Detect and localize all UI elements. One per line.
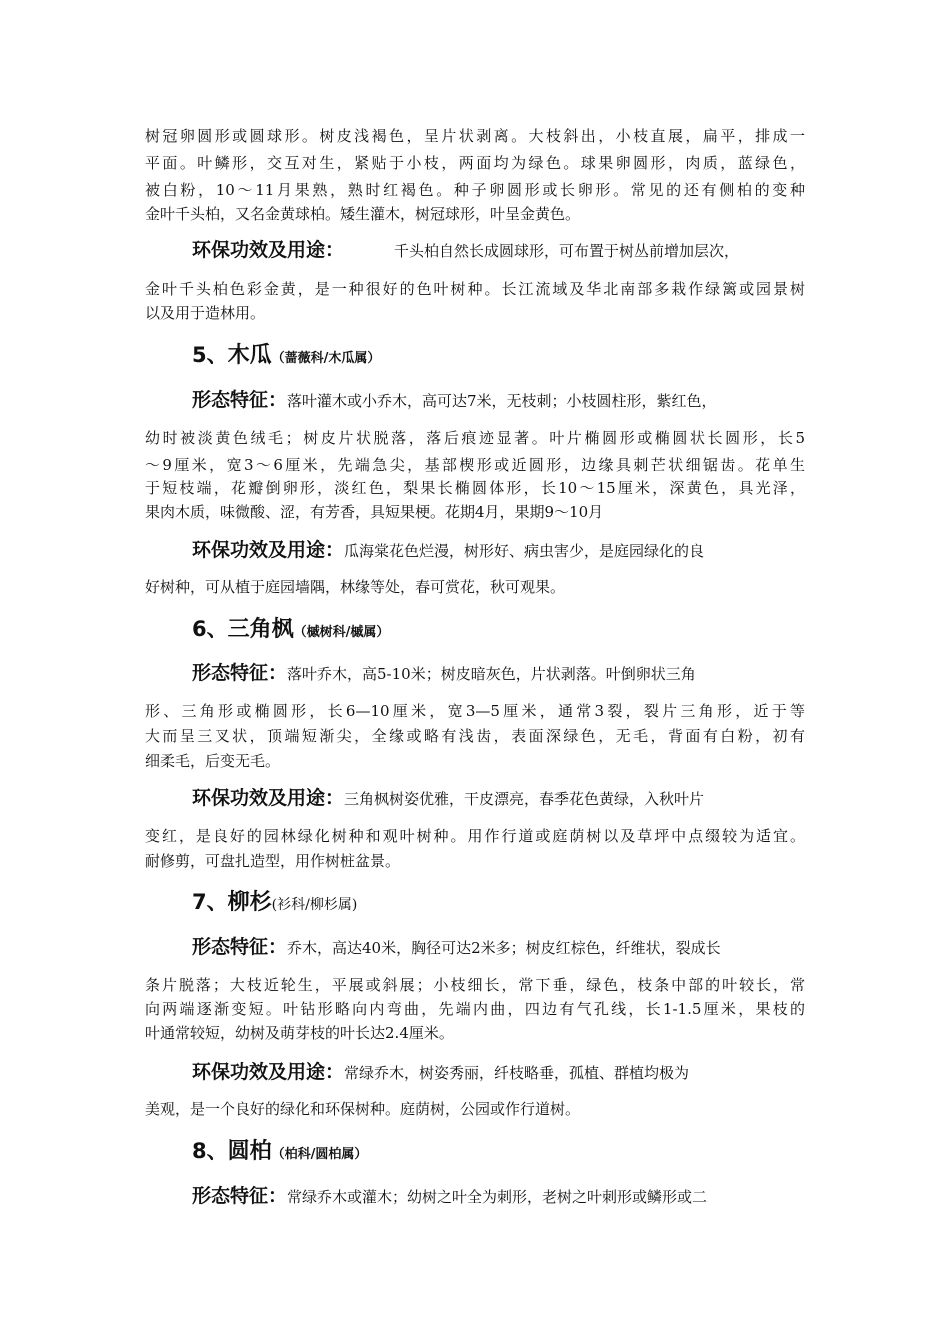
morph-line: 向两端逐渐变短。叶钻形略向内弯曲，先端内曲，四边有气孔线，长1-1.5厘米，果枝的 xyxy=(145,1000,805,1018)
use-line: 美观，是一个良好的绿化和环保树种。庭荫树，公园或作行道树。 xyxy=(145,1100,581,1118)
intro-line-2: 平面。叶鳞形，交互对生，紧贴于小枝，两面均为绿色。球果卵圆形，肉质，蓝绿色， xyxy=(145,154,805,172)
intro-line-1: 树冠卵圆形或圆球形。树皮浅褐色，呈片状剥离。大枝斜出，小枝直展，扁平，排成一 xyxy=(145,127,805,145)
section-number: 8、 xyxy=(192,1139,228,1163)
section-number: 7、 xyxy=(192,890,228,914)
morph-line: 叶通常较短，幼树及萌芽枝的叶长达2.4厘米。 xyxy=(145,1024,454,1042)
use-line: 变红，是良好的园林绿化树种和观叶树种。用作行道或庭荫树以及草坪中点缀较为适宜。 xyxy=(145,827,805,845)
use-label: 环保功效及用途： xyxy=(192,539,345,561)
morph-label: 形态特征： xyxy=(192,389,288,411)
use-line: 耐修剪，可盘扎造型，用作树桩盆景。 xyxy=(145,852,401,870)
section-family: （柏科/圆柏属） xyxy=(271,1147,368,1162)
morph-line: 条片脱落；大枝近轮生，平展或斜展；小枝细长，常下垂，绿色，枝条中部的叶较长，常 xyxy=(145,976,805,994)
section-name: 三角枫 xyxy=(227,617,294,642)
use-label: 环保功效及用途： xyxy=(192,787,345,809)
section-family: （槭树科/槭属） xyxy=(293,625,390,640)
morph-line: ～9厘米，宽3～6厘米，先端急尖，基部楔形或近圆形，边缘具刺芒状细锯齿。花单生 xyxy=(145,456,805,474)
morph-first-line xyxy=(192,663,696,684)
morph-line: 形、三角形或椭圆形，长6—10厘米，宽3—5厘米，通常3裂，裂片三角形，近于等 xyxy=(145,702,805,720)
section-number: 6、 xyxy=(192,617,228,641)
intro-line-3: 被白粉，10～11月果熟，熟时红褐色。种子卵圆形或长卵形。常见的还有侧柏的变种 xyxy=(145,181,805,199)
section-heading-7 xyxy=(192,885,357,916)
use-first-line xyxy=(192,788,704,809)
morph-text: 常绿乔木或灌木；幼树之叶全为刺形，老树之叶刺形或鳞形或二 xyxy=(287,1188,708,1206)
morph-text: 乔木，高达40米，胸径可达2米多；树皮红棕色，纤维状，裂成长 xyxy=(287,939,721,957)
morph-line: 于短枝端，花瓣倒卵形，淡红色，梨果长椭圆体形，长10～15厘米，深黄色，具光泽， xyxy=(145,479,805,497)
use-first-line xyxy=(192,1062,689,1083)
use-label: 环保功效及用途： xyxy=(192,239,345,261)
use-text: 千头柏自然长成圆球形，可布置于树丛前增加层次， xyxy=(394,242,740,260)
section-heading-5 xyxy=(192,338,380,369)
intro-line-4: 金叶千头柏，又名金黄球柏。矮生灌木，树冠球形，叶呈金黄色。 xyxy=(145,205,581,223)
morph-label: 形态特征： xyxy=(192,936,288,958)
intro-use-line-2: 金叶千头柏色彩金黄，是一种很好的色叶树种。长江流域及华北南部多栽作绿篱或园景树 xyxy=(145,280,805,298)
morph-line: 幼时被淡黄色绒毛；树皮片状脱落，落后痕迹显著。叶片椭圆形或椭圆状长圆形，长5 xyxy=(145,429,805,447)
use-line: 好树种，可从植于庭园墙隅，林缘等处，春可赏花，秋可观果。 xyxy=(145,578,566,596)
section-heading-6 xyxy=(192,612,389,643)
section-name: 圆柏 xyxy=(227,1139,272,1164)
morph-first-line xyxy=(192,1186,707,1207)
use-label: 环保功效及用途： xyxy=(192,1061,345,1083)
section-family: (衫科/柳杉属) xyxy=(271,897,358,913)
use-text: 常绿乔木，树姿秀丽，纤枝略垂，孤植、群植均极为 xyxy=(344,1064,690,1082)
section-number: 5、 xyxy=(192,343,228,367)
use-text: 瓜海棠花色烂漫，树形好、病虫害少，是庭园绿化的良 xyxy=(344,542,705,560)
morph-text: 落叶灌木或小乔木，高可达7米，无枝刺；小枝圆柱形，紫红色， xyxy=(287,392,717,410)
section-name: 柳杉 xyxy=(227,890,272,915)
section-family: （蔷薇科/木瓜属） xyxy=(271,351,381,366)
section-name: 木瓜 xyxy=(227,343,272,368)
section-heading-8 xyxy=(192,1134,367,1165)
morph-line: 大而呈三叉状，顶端短渐尖，全缘或略有浅齿，表面深绿色，无毛，背面有白粉，初有 xyxy=(145,727,805,745)
intro-use-line-3: 以及用于造林用。 xyxy=(145,304,266,322)
use-first-line xyxy=(192,540,704,561)
use-text: 三角枫树姿优雅，干皮漂亮，春季花色黄绿，入秋叶片 xyxy=(344,790,705,808)
morph-label: 形态特征： xyxy=(192,662,288,684)
intro-use-first-line xyxy=(192,240,739,261)
morph-first-line xyxy=(192,390,717,411)
morph-line: 细柔毛，后变无毛。 xyxy=(145,752,281,770)
morph-text: 落叶乔木，高5-10米；树皮暗灰色，片状剥落。叶倒卵状三角 xyxy=(287,665,696,683)
morph-first-line xyxy=(192,937,721,958)
morph-label: 形态特征： xyxy=(192,1185,288,1207)
morph-line: 果肉木质，味微酸、涩，有芳香，具短果梗。花期4月，果期9～10月 xyxy=(145,503,604,521)
